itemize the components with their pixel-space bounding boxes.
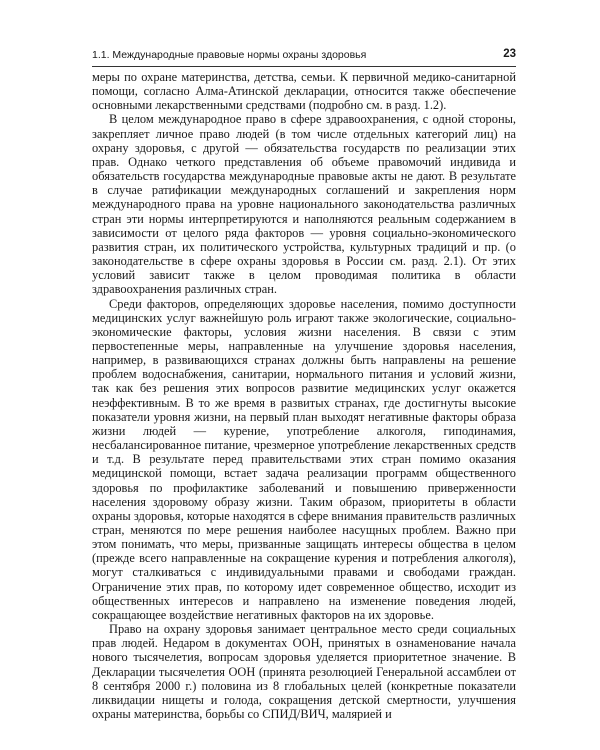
paragraph-1: меры по охране материнства, детства, семьи. К первичной медико-санитарной помощи, согласно Алма-Атинской декларации, относится также обеспечение основными лекарственными средствами (подробно см. в разд. 1.2). (92, 70, 516, 113)
body-text (92, 70, 516, 721)
running-title: 1.1. Международные правовые нормы охраны здоровья (92, 49, 367, 61)
page-number: 23 (503, 48, 516, 60)
paragraph-4: Право на охрану здоровья занимает центральное место среди социальных прав людей. Недаром в документах ООН, принятых в ознаменование начала нового тысячелетия, вопросам здоровья уделяется приоритетное значение. В Декларации тысячелетия ООН (принята резолюцией Генеральной ассамблеи от 8 сентября 2000 г.) половина из 8 глобальных целей (конкретные показатели ликвидации нищеты и голода, сокращения детской смертности, улучшения охраны материнства, борьбы со СПИД/ВИЧ, малярией и (92, 622, 516, 722)
header-rule (92, 66, 516, 67)
running-head (92, 49, 516, 65)
paragraph-2: В целом международное право в сфере здравоохранения, с одной стороны, закрепляет личное право людей (в том числе отдельных категорий лиц) на охрану здоровья, с другой — обязательства государств по реализации этих прав. Однако четкого представления об объеме правомочий индивида и обязательств государства международные правовые акты не дают. В результате в случае ратификации международных соглашений и закрепления норм международного права на уровне национального законодательства различных стран эти нормы интерпретируются и наполняются реальным содержанием в зависимости от целого ряда факторов — уровня социально-экономического развития стран, их политического устройства, культурных традиций и пр. (о законодательстве в сфере охраны здоровья в России см. разд. 2.1). От этих условий зависит также в целом проводимая политика в области здравоохранения различных стран. (92, 112, 516, 297)
paragraph-3: Среди факторов, определяющих здоровье населения, помимо доступности медицинских услуг важнейшую роль играют также экологические, социально-экономические факторы, условия жизни населения. В связи с этим первостепенные меры, направленные на улучшение здоровья населения, например, в развивающихся странах должны быть направлены на решение проблем водоснабжения, санитарии, нормального питания и условий жизни, так как без решения этих вопросов развитие медицинских услуг окажется неэффективным. В то же время в развитых странах, где достигнуты высокие показатели уровня жизни, на первый план выходят негативные факторы образа жизни людей — курение, употребление алкоголя, гиподинамия, несбалансированное питание, чрезмерное употребление лекарственных средств и т.д. В результате перед правительствами этих стран помимо оказания медицинской помощи, встает задача реализации программ общественного здоровья по профилактике заболеваний и повышению приверженности населения здоровому образу жизни. Таким образом, приоритеты в области охраны здоровья, которые находятся в сфере внимания правительств различных стран, меняются по мере решения наиболее насущных проблем. Важно при этом понимать, что меры, призванные защищать интересы общества в целом (прежде всего направленные на сокращение курения и потребления алкоголя), могут сталкиваться с индивидуальными правами и свободами граждан. Ограничение этих прав, по которому идет современное общество, исходит из общественных интересов и направлено на изменение поведения людей, сокращающее воздействие негативных факторов на их здоровье. (92, 296, 516, 622)
